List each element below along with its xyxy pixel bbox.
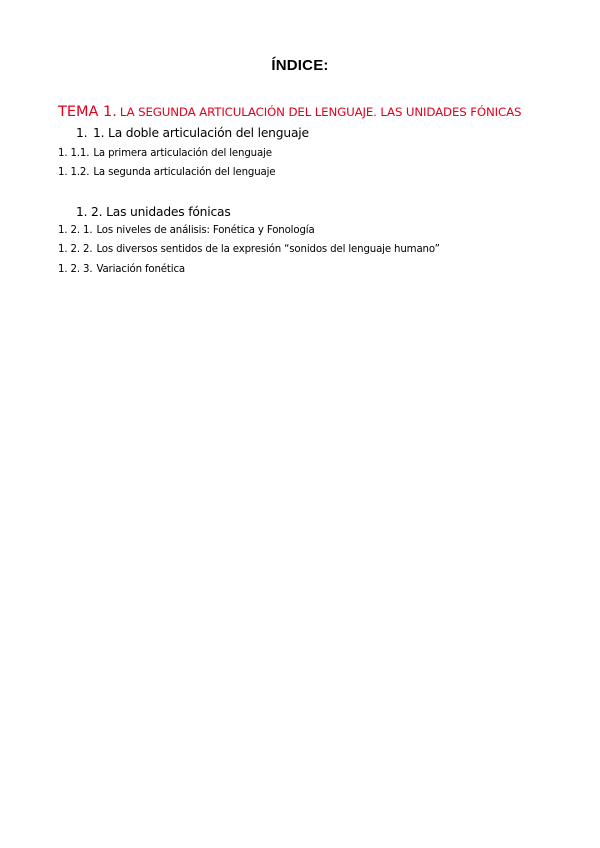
toc-subsection-1-2-3 [58, 264, 185, 275]
toc-subsection-number: 1. 2. 3. [58, 264, 93, 275]
toc-subsection-label: Variación fonética [96, 264, 185, 275]
toc-section-1-1 [76, 126, 309, 140]
toc-section-number: 1. [76, 126, 88, 140]
toc-section-label: 1. 2. Las unidades fónicas [76, 205, 231, 219]
toc-subsection-label: La primera articulación del lenguaje [93, 148, 272, 159]
toc-subsection-label: Los niveles de análisis: Fonética y Fonología [96, 225, 315, 236]
toc-subsection-number: 1. 2. 1. [58, 225, 93, 236]
toc-subsection-number: 1. 2. 2. [58, 244, 93, 255]
tema-heading [58, 101, 521, 120]
toc-section-label: 1. La doble articulación del lenguaje [93, 126, 309, 140]
toc-subsection-number: 1. 1.2. [58, 167, 90, 178]
toc-subsection-1-1-2 [58, 167, 275, 178]
toc-subsection-1-1-1 [58, 148, 272, 159]
toc-subsection-number: 1. 1.1. [58, 148, 90, 159]
index-heading: ÍNDICE: [271, 57, 329, 74]
toc-subsection-label: La segunda articulación del lenguaje [93, 167, 276, 178]
toc-subsection-label: Los diversos sentidos de la expresión “sonidos del lenguaje humano” [96, 244, 440, 255]
toc-subsection-1-2-2 [58, 244, 440, 255]
toc-section-1-2 [76, 205, 231, 219]
tema-label: TEMA 1. [58, 104, 117, 120]
toc-subsection-1-2-1 [58, 225, 315, 236]
tema-title: LA SEGUNDA ARTICULACIÓN DEL LENGUAJE. LAS UNIDADES FÓNICAS [119, 105, 522, 119]
